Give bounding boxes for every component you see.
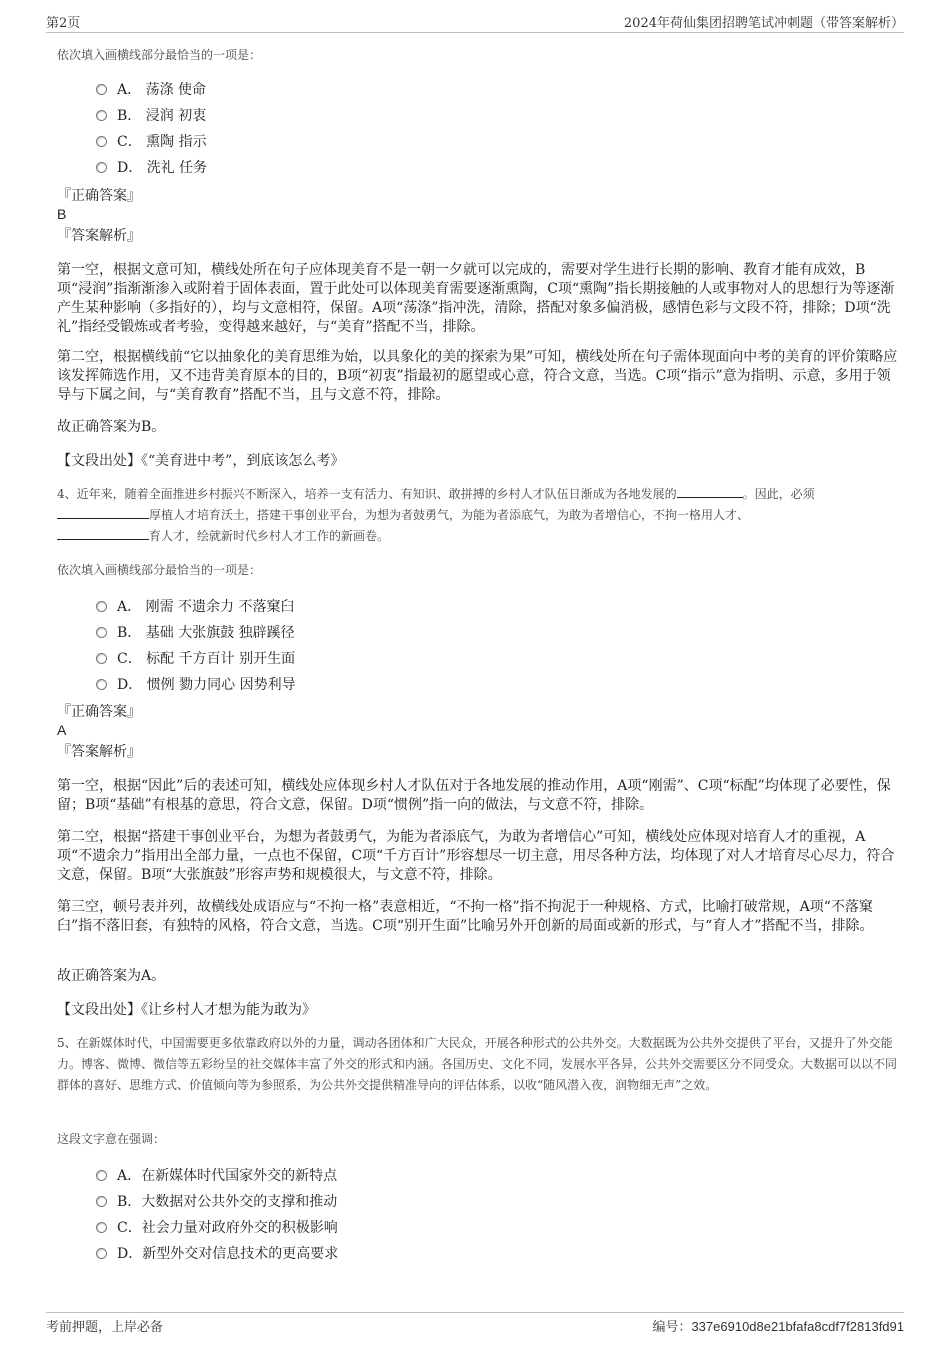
option-letter: B．: [117, 108, 142, 124]
q4-analysis-paragraph: 第三空，顿号表并列，故横线处成语应与“不拘一格”表意相近，“不拘一格”指不拘泥于一种规格、方式，比喻打破常规，A项“不落窠臼”指不落旧套，有独特的风格，符合文意，当选。C项“别开生面”比喻另外开创新的局面或新的形式，与“育人才”搭配不当，排除。: [57, 899, 874, 934]
serial-label: 编号：: [652, 1319, 692, 1334]
q3-analysis-label: 『答案解析』: [57, 228, 141, 244]
option-letter: A．: [117, 599, 142, 615]
option-letter: A．: [117, 82, 142, 98]
q3-option-b[interactable]: [96, 102, 207, 128]
option-text: 熏陶 指示: [146, 134, 207, 150]
q3-option-a[interactable]: [96, 76, 207, 102]
radio-button[interactable]: [96, 136, 107, 147]
q4-option-b[interactable]: [96, 619, 296, 645]
radio-button[interactable]: [96, 653, 107, 664]
option-text: 在新媒体时代国家外交的新特点: [141, 1168, 338, 1184]
fill-blank: [57, 527, 149, 540]
q3-options: [96, 76, 207, 180]
option-text: 刚需 不遗余力 不落窠臼: [145, 599, 295, 615]
option-letter: D．: [117, 160, 143, 176]
q3-answer: B: [57, 206, 67, 222]
option-text: 洗礼 任务: [146, 160, 208, 176]
page-number: 第2页: [46, 16, 81, 31]
option-letter: D．: [117, 677, 143, 693]
option-text: 浸润 初衷: [145, 108, 207, 124]
option-text: 荡涤 使命: [145, 82, 207, 98]
document-serial: [652, 1316, 904, 1335]
radio-button[interactable]: [96, 110, 107, 121]
q3-source: 【文段出处】《“美育进中考”，到底该怎么考》: [57, 453, 345, 469]
q3-conclusion: 故正确答案为B。: [57, 419, 166, 435]
radio-button[interactable]: [96, 627, 107, 638]
option-text: 惯例 勠力同心 因势利导: [146, 677, 296, 693]
option-letter: C．: [117, 134, 142, 150]
q4-option-c[interactable]: [96, 645, 296, 671]
q4-analysis-paragraph: 第一空，根据“因此”后的表述可知，横线处应体现乡村人才队伍对于各地发展的推动作用，A项“刚需”、C项“标配”均体现了必要性，保留；B项“基础”有根基的意思，符合文意，保留。D项“惯例”指一向的做法，与文意不符，排除。: [57, 778, 891, 813]
radio-button[interactable]: [96, 1170, 107, 1181]
q5-options: [96, 1162, 338, 1266]
stem-text: 。因此，必须: [742, 487, 815, 501]
q4-stem: [57, 484, 898, 547]
q4-analysis-label: 『答案解析』: [57, 744, 141, 760]
q4-source: 【文段出处】《让乡村人才想为能为敢为》: [57, 1002, 316, 1018]
q4-option-a[interactable]: [96, 593, 296, 619]
option-text: 标配 千方百计 别开生面: [146, 651, 296, 667]
q4-answer-label: 『正确答案』: [57, 704, 141, 720]
stem-text: 4、近年来，随着全面推进乡村振兴不断深入，培养一支有活力、有知识、敢拼搏的乡村人才队伍日渐成为各地发展的: [57, 487, 677, 501]
q5-option-c[interactable]: [96, 1214, 338, 1240]
q5-stem: 5、在新媒体时代，中国需要更多依靠政府以外的力量，调动各团体和广大民众，开展各种形式的公共外交。大数据既为公共外交提供了平台，又提升了外交能力。博客、微博、微信等五彩纷呈的社交媒体丰富了外交的形式和内涵。各国历史、文化不同，发展水平各异，公共外交需要区分不同受众。大数据可以以不同群体的喜好、思维方式、价值倾向等为参照系，为公共外交提供精准导向的评估体系，以收“随风潜入夜，润物细无声”之效。: [57, 1036, 898, 1092]
fill-blank: [57, 506, 149, 519]
fill-blank: [677, 485, 743, 498]
q4-analysis-paragraph: 第二空，根据“搭建干事创业平台，为想为者鼓勇气，为能为者添底气，为敢为者增信心”可知，横线处应体现对培育人才的重视，A项“不遗余力”指用出全部力量，一点也不保留，C项“千方百计”形容想尽一切主意，用尽各种方法，均体现了对人才培育尽心尽力，符合文意，保留。B项“大张旗鼓”形容声势和规模很大，与文意不符，排除。: [57, 829, 895, 883]
q5-option-b[interactable]: [96, 1188, 338, 1214]
radio-button[interactable]: [96, 1222, 107, 1233]
serial-number: 337e6910d8e21bfafa8cdf7f2813fd91: [691, 1319, 904, 1334]
q4-prompt: 依次填入画横线部分最恰当的一项是：: [57, 563, 262, 577]
radio-button[interactable]: [96, 1196, 107, 1207]
q3-prompt: 依次填入画横线部分最恰当的一项是：: [57, 48, 262, 62]
option-letter: C．: [117, 1220, 142, 1236]
q4-answer: A: [57, 722, 67, 738]
option-text: 社会力量对政府外交的积极影响: [141, 1220, 338, 1236]
option-text: 基础 大张旗鼓 独辟蹊径: [145, 625, 295, 641]
page-footer: [46, 1312, 904, 1335]
option-letter: B．: [117, 1194, 142, 1210]
page-header: [46, 12, 904, 33]
option-text: 大数据对公共外交的支撑和推动: [141, 1194, 338, 1210]
q5-option-a[interactable]: [96, 1162, 338, 1188]
q3-option-d[interactable]: [96, 154, 207, 180]
q4-conclusion: 故正确答案为A。: [57, 968, 166, 984]
q4-options: [96, 593, 296, 697]
document-title: 2024年荷仙集团招聘笔试冲刺题（带答案解析）: [623, 16, 904, 31]
radio-button[interactable]: [96, 601, 107, 612]
radio-button[interactable]: [96, 84, 107, 95]
radio-button[interactable]: [96, 679, 107, 690]
radio-button[interactable]: [96, 1248, 107, 1259]
option-letter: C．: [117, 651, 142, 667]
footer-slogan: 考前押题，上岸必备: [46, 1320, 164, 1335]
radio-button[interactable]: [96, 162, 107, 173]
q3-analysis-paragraph: 第一空，根据文意可知，横线处所在句子应体现美育不是一朝一夕就可以完成的，需要对学生进行长期的影响、教育才能有成效，B项“浸润”指渐渐渗入或附着于固体表面，置于此处可以体现美育需要逐渐熏陶，C项“熏陶”指长期接触的人或事物对人的思想行为等逐渐产生某种影响（多指好的），均与文意相符，保留。A项“荡涤”指冲洗，清除，搭配对象多偏消极，感情色彩与文段不符，排除；D项“洗礼”指经受锻炼或者考验，变得越来越好，与“美育”搭配不当，排除。: [57, 262, 895, 335]
option-letter: A．: [117, 1168, 142, 1184]
q5-option-d[interactable]: [96, 1240, 338, 1266]
q5-prompt: 这段文字意在强调：: [57, 1132, 166, 1146]
q3-analysis-paragraph: 第二空，根据横线前“它以抽象化的美育思维为始，以具象化的美的探索为果”可知，横线处所在句子需体现面向中考的美育的评价策略应该发挥筛选作用，又不违背美育原本的目的，B项“初衷”指最初的愿望或心意，符合文意，当选。C项“指示”意为指明、示意，多用于领导与下属之间，与“美育教育”搭配不当，且与文意不符，排除。: [57, 349, 898, 403]
option-letter: D．: [117, 1246, 143, 1262]
option-text: 新型外交对信息技术的更高要求: [142, 1246, 339, 1262]
q4-option-d[interactable]: [96, 671, 296, 697]
stem-text: 厚植人才培育沃土，搭建干事创业平台，为想为者鼓勇气，为能为者添底气，为敢为者增信心，不拘一格用人才、: [149, 508, 750, 522]
q3-option-c[interactable]: [96, 128, 207, 154]
stem-text: 育人才，绘就新时代乡村人才工作的新画卷。: [149, 529, 390, 543]
q3-answer-label: 『正确答案』: [57, 188, 141, 204]
option-letter: B．: [117, 625, 142, 641]
